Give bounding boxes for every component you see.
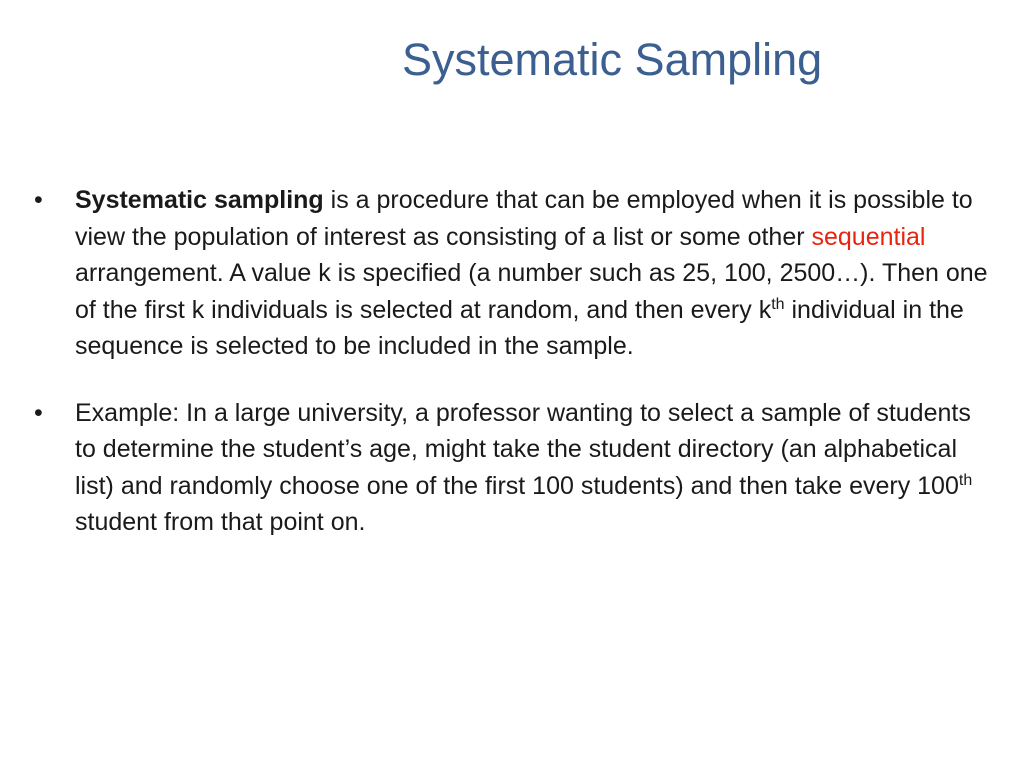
highlight-sequential: sequential xyxy=(811,222,926,251)
bullet-marker: • xyxy=(34,186,43,214)
definition-text-part-3: individual in the sequence is selected to be included in the sample. xyxy=(75,295,964,360)
slide-title: Systematic Sampling xyxy=(402,34,823,85)
example-text-part-1: Example: In a large university, a professor wanting to select a sample of students to determine the student’s age, might take the student directory (an alphabetical list) and randomly choose one of the first 100 students) and then take every 100 xyxy=(75,398,971,500)
superscript-th: th xyxy=(958,471,973,489)
bullet-marker: • xyxy=(34,398,43,427)
bullet-example xyxy=(32,395,994,541)
example-text-part-2: student from that point on. xyxy=(75,508,366,536)
bullet-list xyxy=(32,182,994,571)
term-systematic-sampling: Systematic sampling xyxy=(75,186,324,214)
definition-text-part-2: arrangement. A value k is specified (a number such as 25, 100, 2500…). Then one of the first k individuals is selected at random, and then every k xyxy=(75,259,988,324)
bullet-definition xyxy=(32,182,994,365)
superscript-th: th xyxy=(771,295,785,313)
definition-text-part-1: is a procedure that can be employed when it is possible to view the population of interest as consisting of a list or some other xyxy=(75,186,973,251)
